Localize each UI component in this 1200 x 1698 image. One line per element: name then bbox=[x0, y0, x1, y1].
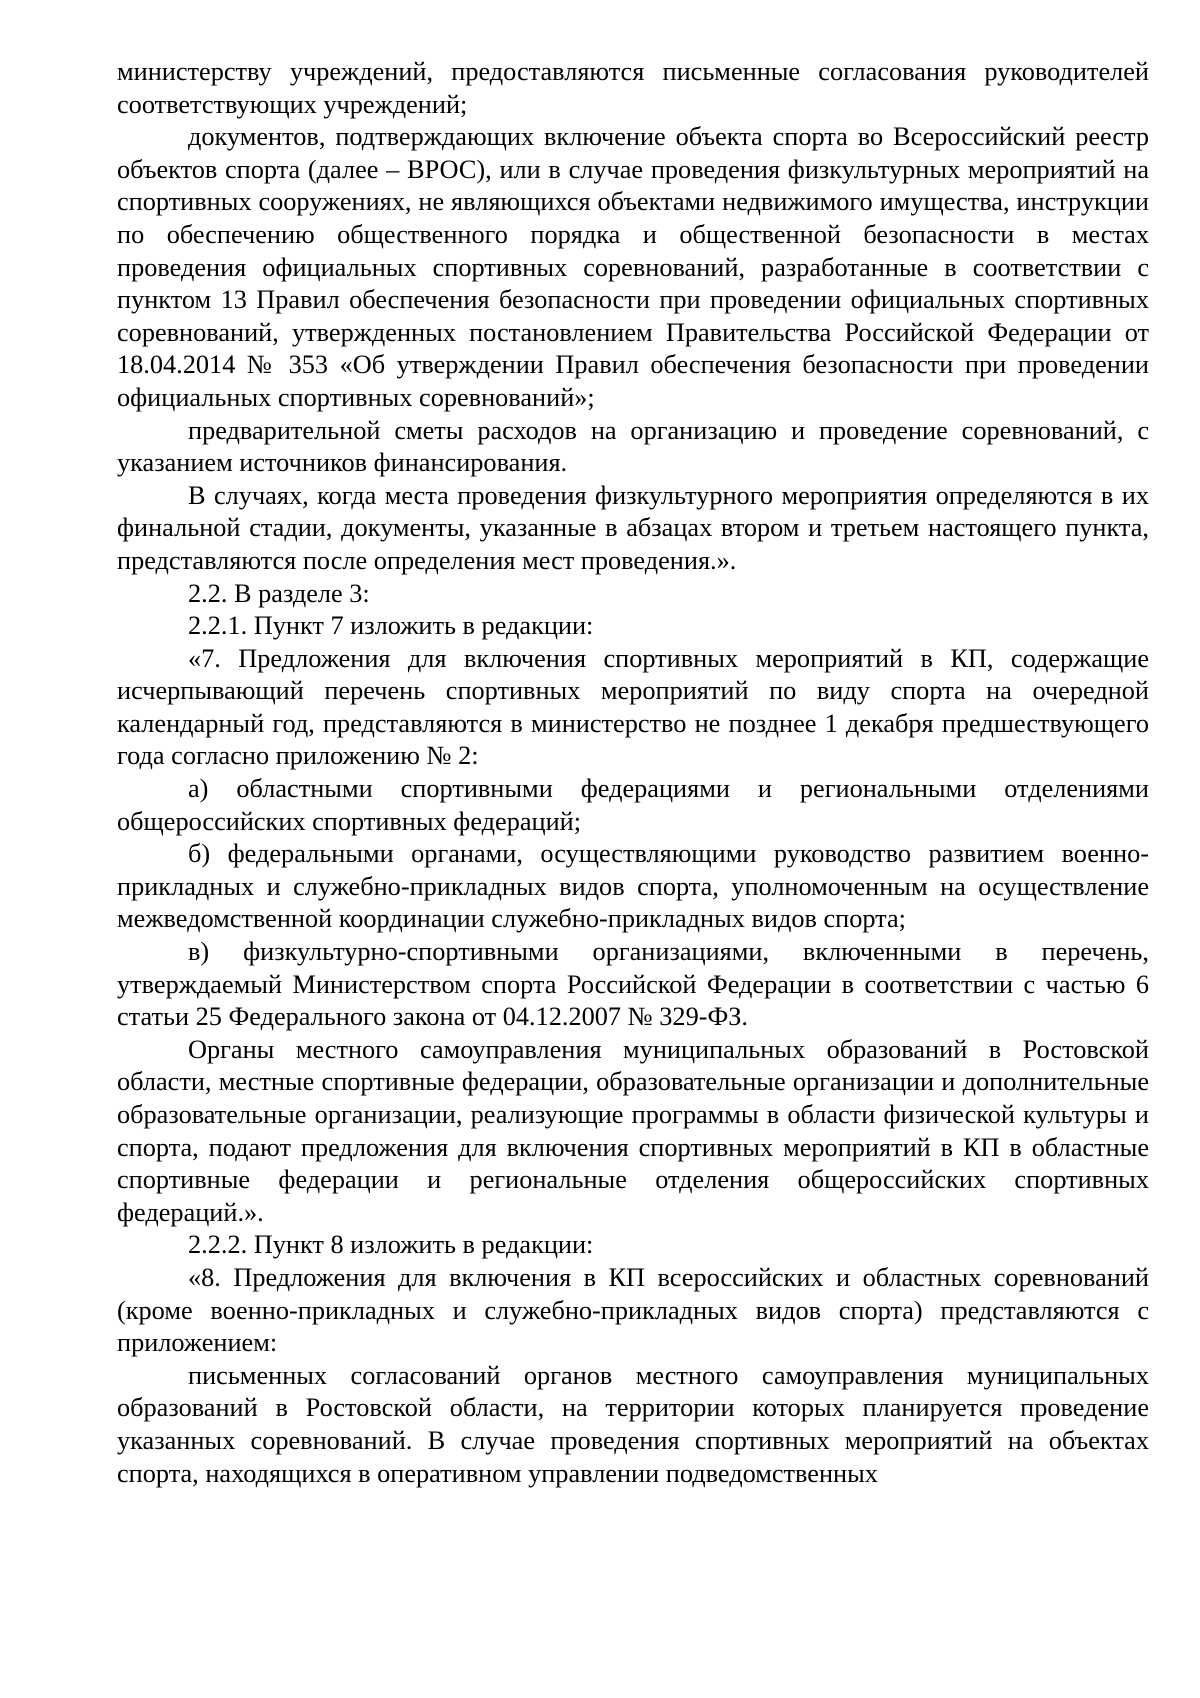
document-page bbox=[117, 56, 1149, 1490]
paragraph-vros-documents: документов, подтверждающих включение объекта спорта во Всероссийский реестр объектов спорта (далее – ВРОС), или в случае проведения физкультурных мероприятий на спортивных сооружениях, не являющихся объектами недвижимого имущества, инструкции по обеспечению общественного порядка и общественной безопасности в местах проведения официальных спортивных соревнований, разработанные в соответствии с пунктом 13 Правил обеспечения безопасности при проведении официальных спортивных соревнований, утвержденных постановлением Правительства Российской Федерации от 18.04.2014 № 353 «Об утверждении Правил обеспечения безопасности при проведении официальных спортивных соревнований»; bbox=[117, 122, 1149, 412]
paragraph-written-approvals: письменных согласований органов местного самоуправления муниципальных образований в Ростовской области, на территории которых планируется проведение указанных соревнований. В случае проведения спортивных мероприятий на объектах спорта, находящихся в оперативном управлении подведомственных bbox=[117, 1360, 1149, 1488]
paragraph-section-2-2-2: 2.2.2. Пункт 8 изложить в редакции: bbox=[188, 1230, 594, 1260]
paragraph-item-7a: а) областными спортивными федерациями и региональными отделениями общероссийских спортивных федераций; bbox=[117, 774, 1149, 836]
paragraph-cost-estimate: предварительной сметы расходов на организацию и проведение соревнований, с указанием источников финансирования. bbox=[117, 415, 1149, 478]
paragraph-item-7: «7. Предложения для включения спортивных мероприятий в КП, содержащие исчерпывающий перечень спортивных мероприятий по виду спорта на очередной календарный год, представляются в министерство не позднее 1 декабря предшествующего года согласно приложению № 2: bbox=[117, 643, 1149, 771]
paragraph-item-7c: в) физкультурно-спортивными организациями, включенными в перечень, утверждаемый Министерством спорта Российской Федерации в соответствии с частью 6 статьи 25 Федерального закона от 04.12.2007 № 329-ФЗ. bbox=[117, 937, 1149, 1032]
paragraph-continuation: министерству учреждений, предоставляются письменные согласования руководителей соответствующих учреждений; bbox=[117, 57, 1149, 119]
paragraph-final-stage: В случаях, когда места проведения физкультурного мероприятия определяются в их финальной стадии, документы, указанные в абзацах втором и третьем настоящего пункта, представляются после определения мест проведения.». bbox=[117, 480, 1149, 575]
paragraph-item-8: «8. Предложения для включения в КП всероссийских и областных соревнований (кроме военно-прикладных и служебно-прикладных видов спорта) представляются с приложением: bbox=[117, 1262, 1149, 1358]
paragraph-item-7b: б) федеральными органами, осуществляющими руководство развитием военно-прикладных и служебно-прикладных видов спорта, уполномоченным на осуществление межведомственной координации служебно-прикладных видов спорта; bbox=[117, 839, 1149, 934]
paragraph-section-2-2-1: 2.2.1. Пункт 7 изложить в редакции: bbox=[188, 611, 594, 641]
paragraph-local-authorities: Органы местного самоуправления муниципальных образований в Ростовской области, местные спортивные федерации, образовательные организации и дополнительные образовательные организации, реализующие программы в области физической культуры и спорта, подают предложения для включения спортивных мероприятий в КП в областные спортивные федерации и региональные отделения общероссийских спортивных федераций.». bbox=[117, 1034, 1149, 1227]
paragraph-section-2-2: 2.2. В разделе 3: bbox=[188, 578, 370, 608]
